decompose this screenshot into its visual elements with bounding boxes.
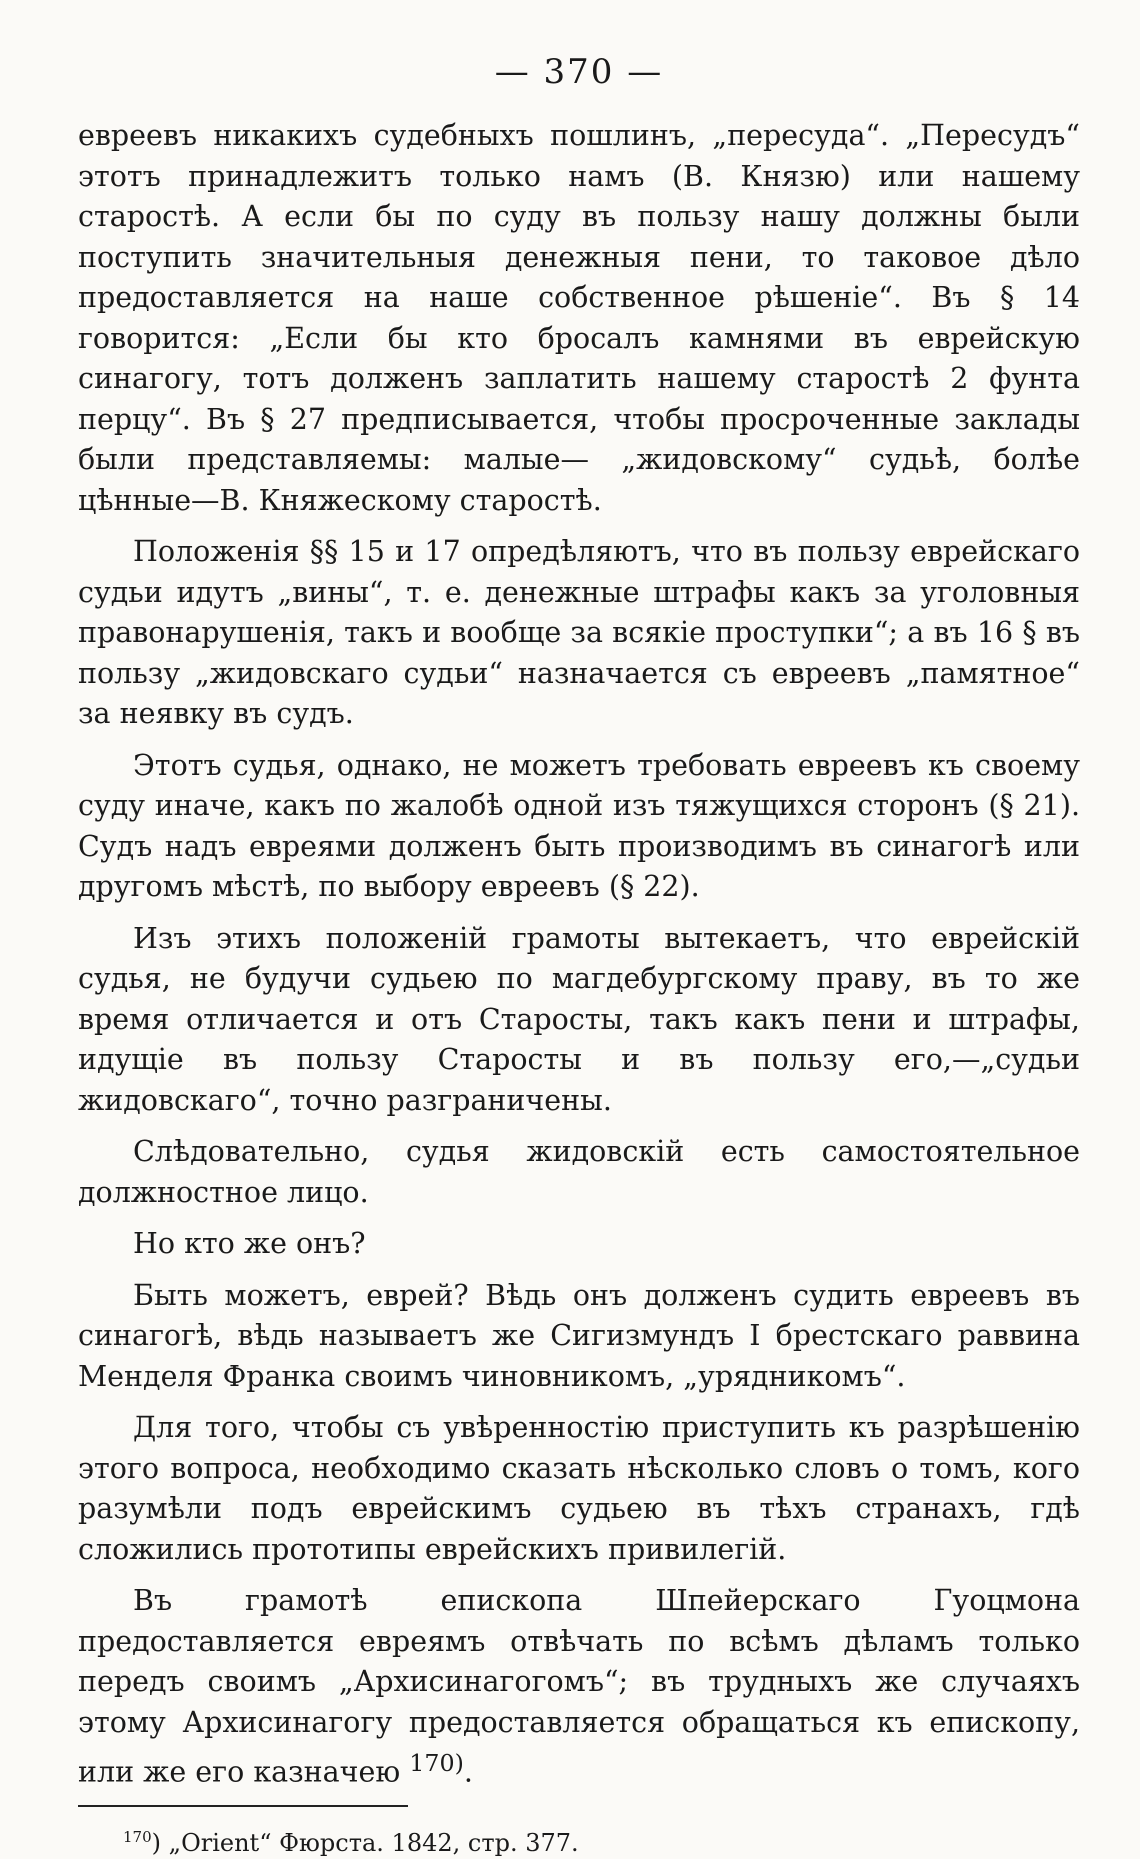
paragraph: Для того, чтобы съ увѣренностію приступить къ разрѣшенію этого вопроса, необходимо сказать нѣсколько словъ о томъ, кого разумѣли подъ еврейскимъ судьею въ тѣхъ странахъ, гдѣ сложились прототипы еврейскихъ привилегій. [78,1411,1080,1566]
paragraph: Положенія §§ 15 и 17 опредѣляютъ, что въ пользу еврейскаго судьи идутъ „вины“, т. е. денежные штрафы какъ за уголовныя правонарушенія, такъ и вообще за всякіе проступки“; а въ 16 § въ пользу „жидовскаго судьи“ назначается съ евреевъ „памятное“ за неявку въ судъ. [78,535,1080,730]
paragraph: Но кто же онъ? [133,1227,366,1260]
footnote-reference[interactable]: 170) [409,1749,464,1777]
paragraph: евреевъ никакихъ судебныхъ пошлинъ, „пересуда“. „Пересудъ“ этотъ принадлежитъ только намъ (В. Князю) или нашему старостѣ. А если бы по суду въ пользу нашу должны были поступить значительныя денежныя пени, то таковое дѣло предоставляется на наше собственное рѣшеніе“. Въ § 14 говорится: „Если бы кто бросалъ камнями въ еврейскую синагогу, тотъ долженъ заплатить нашему старостѣ 2 фунта перцу“. Въ § 27 предписывается, чтобы просроченные заклады были представляемы: малые— „жидовскому“ судьѣ, болѣе цѣнные—В. Княжескому старостѣ. [78,119,1080,517]
footnote-marker: 170 [123,1828,152,1846]
paragraph-text: Въ грамотѣ епископа Шпейерскаго Гуоцмона предоставляется евреямъ отвѣчать по всѣмъ дѣламъ только передъ своимъ „Архисинагогомъ“; въ трудныхъ же случаяхъ этому Архисинагогу предоставляется обращаться къ епископу, или же его казначею [78,1584,1080,1789]
paragraph: Быть можетъ, еврей? Вѣдь онъ долженъ судить евреевъ въ синагогѣ, вѣдь называетъ же Сигизмундъ I брестскаго раввина Менделя Франка своимъ чиновникомъ, „урядникомъ“. [78,1278,1080,1393]
paragraph: Изъ этихъ положеній грамоты вытекаетъ, что еврейскій судья, не будучи судьею по магдебургскому праву, въ то же время отличается и отъ Старосты, такъ какъ пени и штрафы, идущіе въ пользу Старосты и въ пользу его,—„судьи жидовскаго“, точно разграничены. [78,921,1080,1117]
footnote [78,1821,1080,1859]
page-number: — 370 — [494,52,664,92]
paragraph-last [78,1581,1080,1793]
paragraph: Слѣдовательно, судья жидовскій есть самостоятельное должностное лицо. [78,1135,1080,1209]
paragraph-tail: . [463,1755,473,1789]
footnote-divider [78,1805,408,1807]
body-text [78,116,1080,1793]
paragraph: Этотъ судья, однако, не можетъ требовать евреевъ къ своему суду иначе, какъ по жалобѣ одной изъ тяжущихся сторонъ (§ 21). Судъ надъ евреями долженъ быть производимъ въ синагогѣ или другомъ мѣстѣ, по выбору евреевъ (§ 22). [78,748,1080,903]
footnote-text: ) „Orient“ Фюрста. 1842, стр. 377. [151,1829,579,1857]
